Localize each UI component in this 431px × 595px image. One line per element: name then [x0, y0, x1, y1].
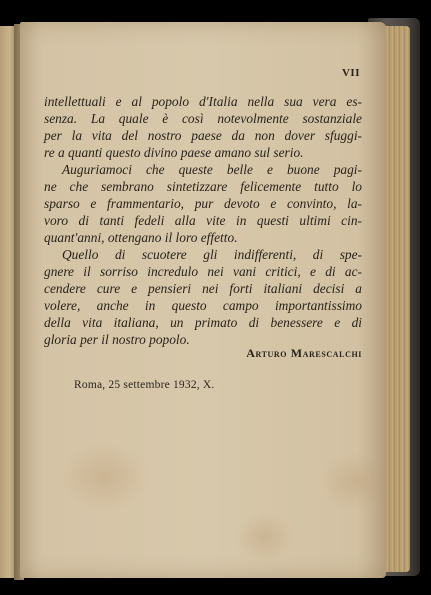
text-line: cendere cure e pensieri nei forti italiani decisi a [44, 281, 362, 296]
text-line: sparso e frammentario, pur devoto e convinto, la- [44, 196, 362, 211]
page-stain [60, 442, 150, 512]
text-line: re a quanti questo divino paese amano sul serio. [44, 145, 304, 160]
body-text [44, 93, 362, 348]
text-line: ne che sembrano sintetizzare felicemente tutto lo [44, 179, 362, 194]
page-number: VII [341, 67, 360, 79]
text-line: volere, anche in questo campo importantissimo [44, 298, 362, 313]
text-line: senza. La quale è così notevolmente sostanziale [44, 111, 362, 126]
page-stain [320, 452, 390, 512]
text-line: Quello di scuotere gli indifferenti, di spe- [62, 247, 362, 262]
text-line: intellettuali e al popolo d'Italia nella sua vera es- [44, 94, 362, 109]
text-line: gnere il sorriso incredulo nei vani critici, e di ac- [44, 264, 362, 279]
book-page [20, 22, 386, 578]
page-stain [235, 512, 295, 562]
text-line: Auguriamoci che queste belle e buone pagi- [62, 162, 362, 177]
dateline: Roma, 25 settembre 1932, X. [74, 379, 215, 391]
text-line: gloria per il nostro popolo. [44, 332, 190, 347]
text-line: quant'anni, ottengano il loro effetto. [44, 230, 238, 245]
author-signature: Arturo Marescalchi [246, 346, 362, 360]
text-line: voro di tanti fedeli alla vite in questi ultimi cin- [44, 213, 362, 228]
text-line: per la vita del nostro paese da non dover sfuggi- [44, 128, 362, 143]
text-line: della vita italiana, un primato di benessere e di [44, 315, 362, 330]
